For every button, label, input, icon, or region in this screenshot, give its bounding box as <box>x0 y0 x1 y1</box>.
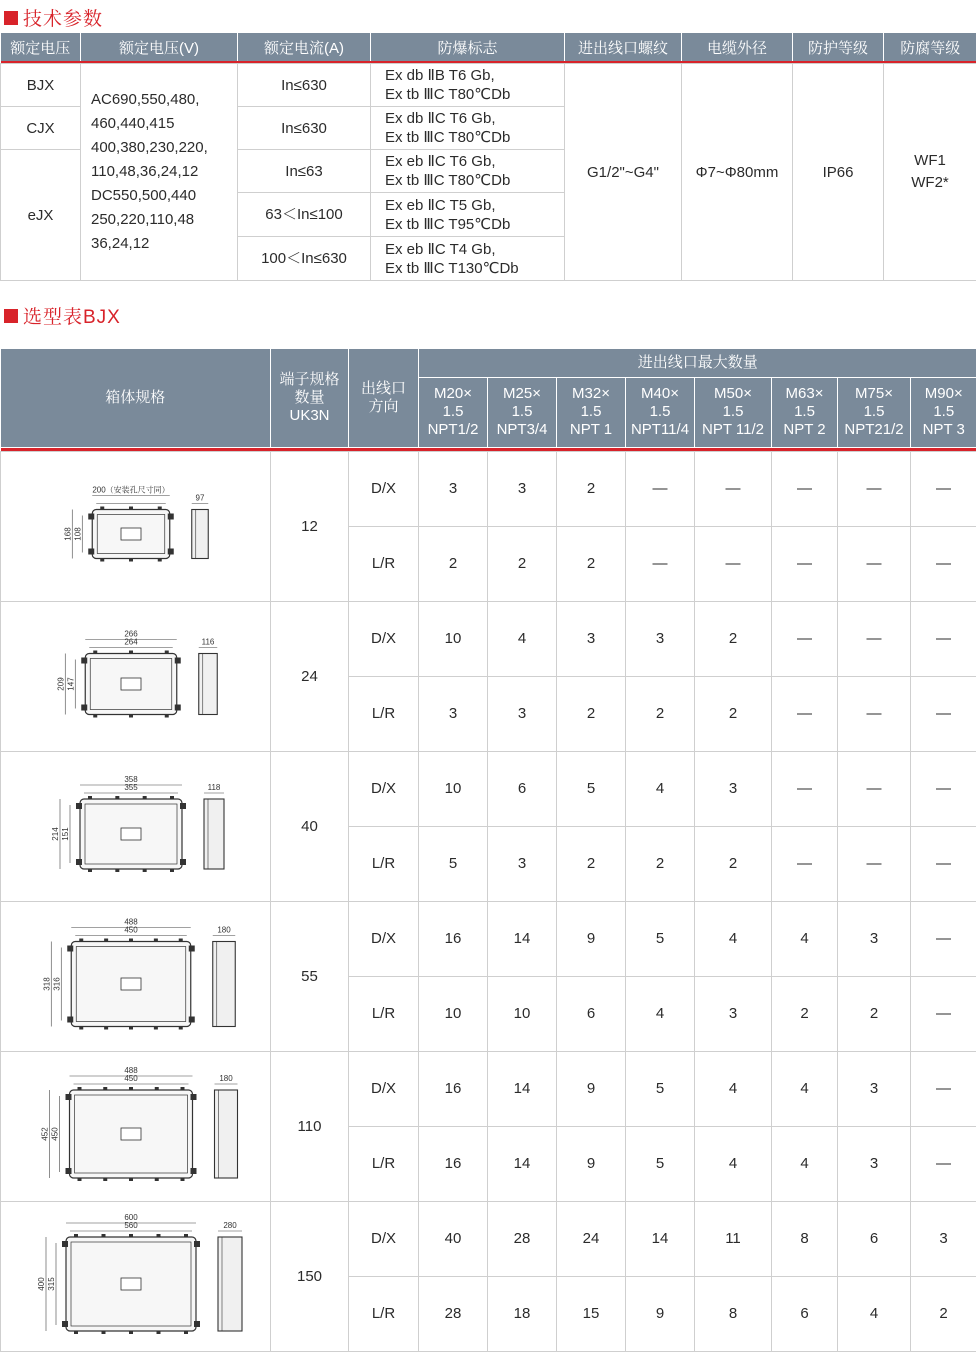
entry-count-cell: 3 <box>488 826 557 901</box>
enclosure-drawing <box>6 1206 266 1346</box>
direction-cell: L/R <box>349 676 419 751</box>
ex-marking-line: Ex tb ⅢC T80℃Db <box>385 129 511 146</box>
direction-cell: D/X <box>349 901 419 976</box>
max-entries-header: 进出线口最大数量 <box>419 349 976 377</box>
thread-size-line: M75× <box>855 385 893 402</box>
entry-count-cell: 6 <box>488 751 557 826</box>
entry-count-cell: — <box>911 751 976 826</box>
current-cell: 100＜In≤630 <box>238 237 371 281</box>
entry-count-cell: 6 <box>772 1276 838 1351</box>
entry-count-cell: 4 <box>626 976 695 1051</box>
entry-count-cell: 4 <box>772 1051 838 1126</box>
thread-size-line: 1.5 <box>794 403 815 420</box>
enclosure-drawing <box>6 756 266 896</box>
entry-count-cell: 5 <box>626 901 695 976</box>
entry-count-cell: — <box>838 526 911 601</box>
entry-count-cell: 2 <box>911 1276 976 1351</box>
enclosure-drawing <box>6 906 266 1046</box>
entry-count-cell: 4 <box>772 901 838 976</box>
entry-count-cell: 16 <box>419 901 488 976</box>
ex-marking-line: Ex tb ⅢC T80℃Db <box>385 172 511 189</box>
height-outer-dimension: 168 <box>62 527 72 541</box>
direction-cell: L/R <box>349 1276 419 1351</box>
entry-count-cell: 14 <box>488 901 557 976</box>
section-marker-icon <box>4 309 18 323</box>
entry-count-cell: — <box>911 451 976 526</box>
entry-count-cell: — <box>626 451 695 526</box>
entry-count-cell: 3 <box>838 901 911 976</box>
thread-size-header <box>626 377 695 447</box>
thread-size-line: NPT 2 <box>783 421 826 438</box>
thread-size-line: 1.5 <box>580 403 602 420</box>
entry-count-cell: 4 <box>695 1126 772 1201</box>
ex-marking-line: Ex db ⅡC T6 Gb, <box>385 110 496 127</box>
width-outer-dimension: 488 <box>123 917 138 927</box>
entry-count-cell: — <box>772 676 838 751</box>
ex-marking-cell <box>371 150 565 193</box>
entry-count-cell: 2 <box>838 976 911 1051</box>
direction-cell: L/R <box>349 826 419 901</box>
entry-count-cell: 10 <box>419 976 488 1051</box>
spec-row <box>1 64 976 107</box>
entry-count-cell: 14 <box>626 1201 695 1276</box>
box-spec-cell <box>1 751 271 901</box>
direction-cell: D/X <box>349 1201 419 1276</box>
spec-header-cell: 电缆外径 <box>682 33 793 61</box>
entry-count-cell: 4 <box>626 751 695 826</box>
entry-count-cell: 2 <box>695 601 772 676</box>
ex-marking-line: Ex tb ⅢC T95℃Db <box>385 215 511 233</box>
bjx-title-text: 选型表BJX <box>23 307 121 328</box>
spec-title-text: 技术参数 <box>23 9 104 30</box>
entry-count-cell: 3 <box>838 1126 911 1201</box>
entry-count-cell: — <box>911 1051 976 1126</box>
box-spec-cell <box>1 451 271 601</box>
anticorrosion-line: WF1 <box>914 152 946 169</box>
entry-count-cell: 4 <box>488 601 557 676</box>
entry-count-cell: 24 <box>557 1201 626 1276</box>
direction-cell: L/R <box>349 976 419 1051</box>
entry-count-cell: — <box>838 676 911 751</box>
height-outer-dimension: 400 <box>36 1277 46 1291</box>
entry-count-cell: 4 <box>838 1276 911 1351</box>
entry-count-cell: 10 <box>419 751 488 826</box>
entry-count-cell: 2 <box>557 451 626 526</box>
entry-count-cell: 9 <box>626 1276 695 1351</box>
ex-marking-line: Ex eb ⅡC T4 Gb, <box>385 240 496 258</box>
depth-dimension: 180 <box>218 1074 233 1083</box>
entry-count-cell: 6 <box>838 1201 911 1276</box>
anticorrosion-cell <box>884 64 976 281</box>
cable-od-cell: Φ7~Φ80mm <box>682 64 793 281</box>
bjx-header-row <box>1 349 976 377</box>
voltage-line: 250,220,110,48 <box>91 211 195 228</box>
entry-count-cell: 3 <box>838 1051 911 1126</box>
ex-marking-line: Ex tb ⅢC T80℃Db <box>385 86 511 103</box>
entry-count-cell: 3 <box>911 1201 976 1276</box>
terminal-header <box>271 349 349 447</box>
entry-count-cell: 15 <box>557 1276 626 1351</box>
entry-count-cell: — <box>911 826 976 901</box>
thread-size-header <box>488 377 557 447</box>
direction-cell: L/R <box>349 1126 419 1201</box>
bjx-row <box>1 1201 976 1276</box>
ex-marking-cell <box>371 107 565 150</box>
ex-marking-cell <box>371 64 565 107</box>
bjx-selection-table <box>0 349 976 1352</box>
thread-size-line: NPT 3 <box>922 421 965 438</box>
entry-count-cell: 14 <box>488 1126 557 1201</box>
depth-dimension: 280 <box>222 1221 237 1230</box>
thread-size-line: M40× <box>641 385 679 402</box>
model-cell: CJX <box>1 107 81 150</box>
entry-count-cell: 2 <box>695 676 772 751</box>
entry-count-cell: 3 <box>488 451 557 526</box>
ex-marking-line: Ex eb ⅡC T6 Gb, <box>385 153 496 170</box>
direction-cell: L/R <box>349 526 419 601</box>
entry-count-cell: 14 <box>488 1051 557 1126</box>
thread-size-line: NPT 1 <box>569 421 613 438</box>
entry-count-cell: 10 <box>488 976 557 1051</box>
thread-size-line: NPT 11/2 <box>702 421 764 438</box>
entry-count-cell: 5 <box>626 1051 695 1126</box>
direction-cell: D/X <box>349 451 419 526</box>
terminal-count-cell: 12 <box>271 451 349 601</box>
thread-size-header <box>911 377 976 447</box>
voltage-cell <box>81 64 238 281</box>
entry-count-cell: 2 <box>557 676 626 751</box>
model-cell: BJX <box>1 64 81 107</box>
depth-dimension: 97 <box>195 493 204 503</box>
entry-count-cell: — <box>911 901 976 976</box>
direction-cell: D/X <box>349 1051 419 1126</box>
depth-dimension: 180 <box>216 925 231 935</box>
entry-count-cell: 2 <box>695 826 772 901</box>
height-outer-dimension: 452 <box>40 1127 49 1141</box>
entry-count-cell: — <box>838 826 911 901</box>
width-outer-dimension: 358 <box>123 775 138 784</box>
box-spec-cell <box>1 1201 271 1351</box>
entry-count-cell: 8 <box>772 1201 838 1276</box>
current-cell: In≤63 <box>238 150 371 193</box>
direction-header <box>349 349 419 447</box>
entry-count-cell: 2 <box>557 826 626 901</box>
thread-size-line: M32× <box>572 385 610 402</box>
thread-size-line: 1.5 <box>442 403 464 420</box>
entry-count-cell: 10 <box>419 601 488 676</box>
entry-count-cell: 2 <box>557 526 626 601</box>
entry-count-cell: — <box>838 451 911 526</box>
entry-count-cell: 9 <box>557 1126 626 1201</box>
entry-count-cell: 5 <box>557 751 626 826</box>
terminal-count-cell: 40 <box>271 751 349 901</box>
entry-count-cell: 18 <box>488 1276 557 1351</box>
entry-count-cell: — <box>911 976 976 1051</box>
entry-count-cell: — <box>838 601 911 676</box>
entry-count-cell: 6 <box>557 976 626 1051</box>
entry-count-cell: 5 <box>626 1126 695 1201</box>
ex-marking-cell <box>371 193 565 237</box>
ip-cell: IP66 <box>793 64 884 281</box>
spec-header-cell: 防爆标志 <box>371 33 565 61</box>
entry-count-cell: — <box>772 826 838 901</box>
current-cell: In≤630 <box>238 107 371 150</box>
spec-header-row <box>1 33 976 61</box>
height-outer-dimension: 318 <box>41 977 51 991</box>
ex-marking-line: Ex tb ⅢC T130℃Db <box>385 259 519 277</box>
bjx-row <box>1 901 976 976</box>
entry-count-cell: 2 <box>772 976 838 1051</box>
entry-count-cell: 3 <box>419 676 488 751</box>
box-spec-cell <box>1 601 271 751</box>
thread-size-header <box>838 377 911 447</box>
height-inner-dimension: 151 <box>60 827 70 841</box>
voltage-line: 110,48,36,24,12 <box>91 163 199 180</box>
entry-count-cell: 2 <box>626 826 695 901</box>
thread-cell: G1/2"~G4" <box>565 64 682 281</box>
direction-header-line: 出线口 <box>360 379 406 397</box>
thread-size-line: NPT3/4 <box>496 421 548 438</box>
current-cell: In≤630 <box>238 64 371 107</box>
thread-size-line: NPT21/2 <box>844 421 904 438</box>
spec-header-cell: 额定电压(V) <box>81 33 238 61</box>
enclosure-drawing <box>6 456 266 596</box>
spec-header-cell: 防腐等级 <box>884 33 976 61</box>
entry-count-cell: — <box>911 1126 976 1201</box>
box-spec-header: 箱体规格 <box>1 349 271 447</box>
entry-count-cell: 3 <box>419 451 488 526</box>
thread-size-line: M63× <box>785 385 824 402</box>
box-spec-cell <box>1 901 271 1051</box>
thread-size-header <box>557 377 626 447</box>
entry-count-cell: — <box>772 601 838 676</box>
thread-size-header <box>772 377 838 447</box>
entry-count-cell: — <box>911 601 976 676</box>
entry-count-cell: 3 <box>695 976 772 1051</box>
entry-count-cell: — <box>772 526 838 601</box>
ex-marking-line: Ex db ⅡB T6 Gb, <box>385 67 495 84</box>
entry-count-cell: 3 <box>488 676 557 751</box>
entry-count-cell: 28 <box>488 1201 557 1276</box>
voltage-line: AC690,550,480, <box>91 91 200 108</box>
entry-count-cell: 5 <box>419 826 488 901</box>
entry-count-cell: 3 <box>626 601 695 676</box>
voltage-line: 400,380,230,220, <box>91 139 208 156</box>
bjx-row <box>1 751 976 826</box>
height-inner-dimension: 147 <box>65 677 75 691</box>
height-outer-dimension: 209 <box>55 677 65 691</box>
voltage-line: DC550,500,440 <box>91 187 197 204</box>
ex-marking-cell <box>371 237 565 281</box>
height-inner-dimension: 316 <box>51 977 61 991</box>
entry-count-cell: 2 <box>488 526 557 601</box>
bjx-row <box>1 1051 976 1126</box>
spec-header-cell: 防护等级 <box>793 33 884 61</box>
width-outer-dimension: 600 <box>123 1213 138 1222</box>
terminal-count-cell: 110 <box>271 1051 349 1201</box>
width-inner-dimension: 264 <box>123 637 138 647</box>
entry-count-cell: 16 <box>419 1126 488 1201</box>
width-inner-dimension: 450 <box>123 1074 138 1083</box>
spec-header-cell: 进出线口螺纹 <box>565 33 682 61</box>
thread-size-line: 1.5 <box>649 403 671 420</box>
enclosure-drawing <box>6 1056 266 1196</box>
terminal-header-line: 端子规格 <box>279 370 340 388</box>
terminal-count-cell: 24 <box>271 601 349 751</box>
height-inner-dimension: 108 <box>72 527 82 541</box>
spec-section-title <box>4 4 103 31</box>
thread-size-line: NPT11/4 <box>630 421 690 438</box>
spec-header-cell: 额定电流(A) <box>238 33 371 61</box>
bjx-section-title <box>4 302 121 329</box>
thread-size-line: 1.5 <box>933 403 955 420</box>
depth-dimension: 116 <box>201 637 214 647</box>
direction-cell: D/X <box>349 751 419 826</box>
entry-count-cell: — <box>911 676 976 751</box>
depth-dimension: 118 <box>207 783 220 792</box>
entry-count-cell: — <box>772 451 838 526</box>
thread-size-line: NPT1/2 <box>427 421 479 438</box>
entry-count-cell: 9 <box>557 901 626 976</box>
width-inner-dimension: 355 <box>123 783 138 792</box>
terminal-count-cell: 55 <box>271 901 349 1051</box>
terminal-header-line: UK3N <box>289 406 330 424</box>
entry-count-cell: 28 <box>419 1276 488 1351</box>
terminal-count-cell: 150 <box>271 1201 349 1351</box>
anticorrosion-line: WF2* <box>911 174 949 191</box>
thread-size-line: M25× <box>503 385 541 402</box>
voltage-line: 460,440,415 <box>91 115 175 132</box>
entry-count-cell: 4 <box>772 1126 838 1201</box>
entry-count-cell: 2 <box>626 676 695 751</box>
entry-count-cell: 4 <box>695 901 772 976</box>
entry-count-cell: — <box>838 751 911 826</box>
entry-count-cell: — <box>695 451 772 526</box>
voltage-line: 36,24,12 <box>91 235 150 252</box>
terminal-header-line: 数量 <box>294 388 325 406</box>
ex-marking-line: Ex eb ⅡC T5 Gb, <box>385 196 496 214</box>
entry-count-cell: 8 <box>695 1276 772 1351</box>
current-cell: 63＜In≤100 <box>238 193 371 237</box>
entry-count-cell: — <box>626 526 695 601</box>
entry-count-cell: 40 <box>419 1201 488 1276</box>
thread-size-header <box>419 377 488 447</box>
entry-count-cell: 11 <box>695 1201 772 1276</box>
entry-count-cell: — <box>772 751 838 826</box>
bjx-row <box>1 451 976 526</box>
thread-size-line: 1.5 <box>511 403 533 420</box>
thread-size-line: 1.5 <box>863 403 885 420</box>
height-inner-dimension: 315 <box>46 1277 56 1291</box>
entry-count-cell: — <box>695 526 772 601</box>
entry-count-cell: 9 <box>557 1051 626 1126</box>
box-spec-cell <box>1 1051 271 1201</box>
spec-table <box>0 33 976 281</box>
bjx-row <box>1 601 976 676</box>
thread-size-header <box>695 377 772 447</box>
entry-count-cell: 2 <box>419 526 488 601</box>
entry-count-cell: 3 <box>557 601 626 676</box>
width-inner-dimension: 450 <box>123 925 138 935</box>
model-cell: eJX <box>1 150 81 281</box>
width-outer-dimension: 488 <box>123 1066 138 1075</box>
width-inner-dimension: 560 <box>123 1221 138 1230</box>
direction-cell: D/X <box>349 601 419 676</box>
section-marker-icon <box>4 11 18 25</box>
entry-count-cell: 3 <box>695 751 772 826</box>
thread-size-line: M90× <box>924 385 963 402</box>
entry-count-cell: 4 <box>695 1051 772 1126</box>
enclosure-drawing <box>6 606 266 746</box>
thread-size-line: M20× <box>434 385 472 402</box>
thread-size-line: 1.5 <box>722 403 744 420</box>
entry-count-cell: — <box>911 526 976 601</box>
height-outer-dimension: 214 <box>50 827 60 841</box>
thread-size-line: M50× <box>714 385 752 402</box>
width-outer-dimension: 266 <box>123 629 138 639</box>
entry-count-cell: 16 <box>419 1051 488 1126</box>
spec-header-cell: 额定电压 <box>1 33 81 61</box>
direction-header-line: 方向 <box>368 397 399 415</box>
height-inner-dimension: 450 <box>50 1127 59 1141</box>
width-outer-dimension: 200（安装孔尺寸同） <box>91 485 170 495</box>
